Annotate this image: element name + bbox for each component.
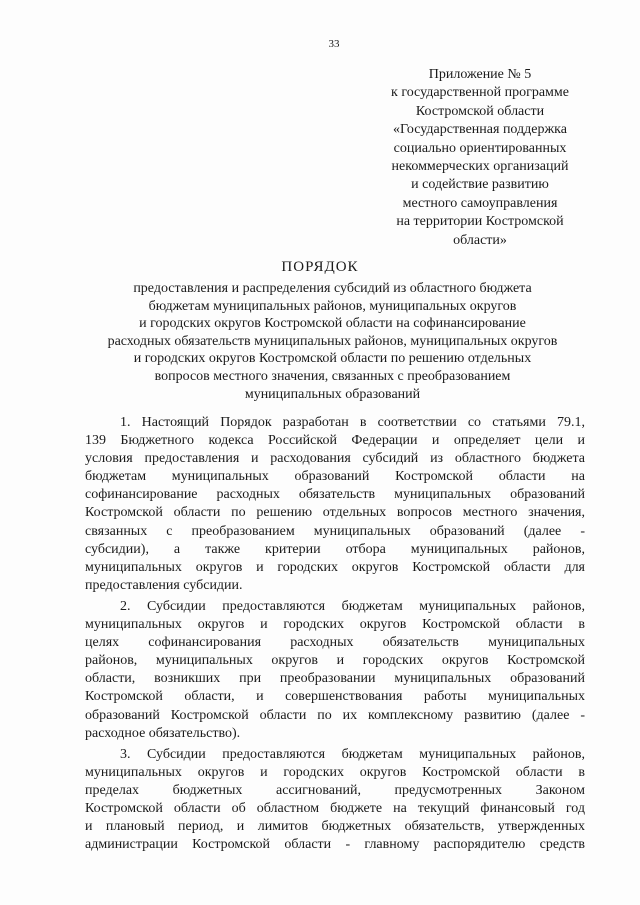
text-line: муниципальных округов и городских округов Костромской области для: [85, 559, 585, 575]
text-line: бюджетам муниципальных образований Костромской области на: [85, 469, 585, 485]
text-line: целях софинансирования расходных обязательств муниципальных: [85, 635, 585, 651]
text-line: 1. Настоящий Порядок разработан в соответствии со статьями 79.1,: [120, 415, 585, 430]
paragraph-2: [85, 598, 585, 743]
paragraph-3: [85, 746, 585, 855]
paragraph-1: [85, 414, 585, 595]
appendix-line: к государственной программе: [391, 85, 569, 101]
subtitle-line: бюджетам муниципальных районов, муниципальных округов: [148, 298, 517, 314]
text-line: софинансирование расходных обязательств муниципальных образований: [85, 487, 585, 503]
appendix-line: некоммерческих организаций: [391, 159, 569, 175]
subtitle-line: муниципальных образований: [244, 386, 421, 402]
subtitle-line: предоставления и распределения субсидий из областного бюджета: [133, 281, 532, 296]
text-line: районов, муниципальных округов и городских округов Костромской: [85, 653, 585, 669]
document-subtitle: [80, 280, 585, 403]
text-line: образований Костромской области по их комплексному развитию (далее -: [85, 707, 585, 723]
subtitle-line: и городских округов Костромской области на софинансирование: [139, 316, 526, 332]
appendix-line: Приложение № 5: [428, 67, 532, 82]
text-line: 139 Бюджетного кодекса Российской Федерации и определяет цели и: [85, 433, 585, 449]
text-line: субсидии), а также критерии отбора муниципальных районов,: [85, 541, 585, 557]
text-line: расходное обязательство).: [85, 725, 241, 741]
appendix-line: Костромской области: [415, 103, 545, 119]
document-body: [85, 414, 585, 857]
appendix-line: социально ориентированных: [393, 140, 567, 156]
text-line: 2. Субсидии предоставляются бюджетам муниципальных районов,: [120, 598, 585, 614]
subtitle-line: и городских округов Костромской области по решению отдельных: [133, 351, 532, 367]
page-number: 33: [328, 38, 340, 50]
text-line: Костромской области по решению отдельных вопросов местного значения,: [85, 505, 585, 521]
text-line: предоставления субсидии.: [85, 577, 243, 593]
text-line: администрации Костромской области - главному распорядителю средств: [85, 837, 585, 853]
appendix-line: области»: [453, 232, 507, 248]
text-line: связанных с преобразованием муниципальных образований (далее -: [85, 523, 585, 539]
text-line: условия предоставления и расходования субсидий из областного бюджета: [85, 451, 585, 467]
appendix-line: «Государственная поддержка: [393, 122, 567, 138]
text-line: области, возникших при преобразовании муниципальных образований: [85, 671, 585, 687]
text-line: Костромской области, и совершенствования работы муниципальных: [85, 689, 585, 705]
text-line: и плановый период, и лимитов бюджетных обязательств, утвержденных: [85, 819, 585, 835]
subtitle-line: вопросов местного значения, связанных с преобразованием: [154, 368, 511, 384]
text-line: Костромской области об областном бюджете на текущий финансовый год: [85, 800, 585, 816]
appendix-line: местного самоуправления: [402, 195, 558, 211]
text-line: муниципальных округов и городских округов Костромской области в: [85, 764, 585, 780]
appendix-line: на территории Костромской: [396, 214, 564, 230]
subtitle-line: расходных обязательств муниципальных районов, муниципальных округов: [107, 333, 558, 349]
appendix-line: и содействие развитию: [411, 177, 549, 193]
text-line: муниципальных округов и городских округов Костромской области в: [85, 617, 585, 633]
text-line: 3. Субсидии предоставляются бюджетам муниципальных районов,: [120, 746, 585, 762]
appendix-header: [360, 66, 600, 250]
document-title: ПОРЯДОК: [281, 259, 359, 275]
text-line: пределах бюджетных ассигнований, предусмотренных Законом: [85, 782, 585, 798]
